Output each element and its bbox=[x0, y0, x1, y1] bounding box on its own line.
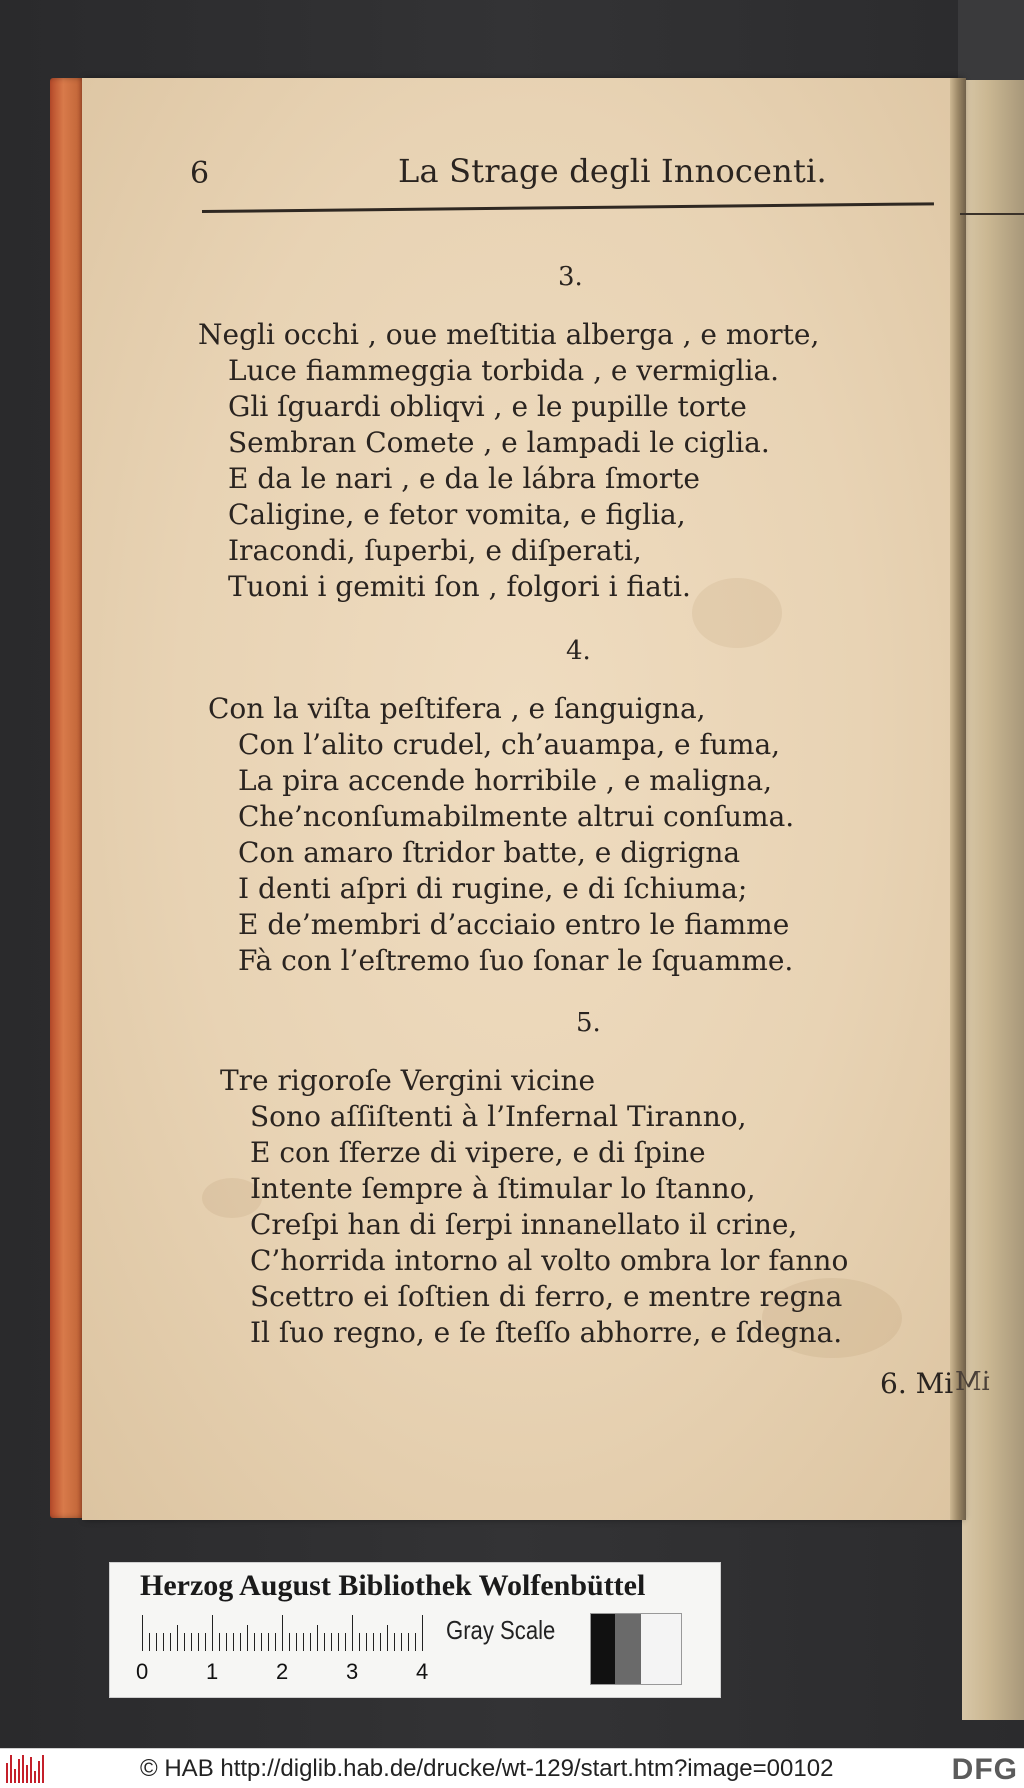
ruler-tick bbox=[191, 1633, 192, 1651]
ruler-tick bbox=[408, 1633, 409, 1651]
verse-line: E da le nari , e da le lábra ſmorte bbox=[228, 462, 700, 495]
ruler-tick bbox=[331, 1633, 332, 1651]
ruler-tick bbox=[345, 1633, 346, 1651]
verse-line: Iracondi, ſuperbi, e diſperati, bbox=[228, 534, 642, 567]
ruler-tick bbox=[373, 1633, 374, 1651]
verse-line: Tuoni i gemiti ſon , folgori i fiati. bbox=[228, 570, 691, 603]
stanza bbox=[198, 318, 819, 606]
page-number: 6 bbox=[190, 156, 210, 191]
ruler-tick bbox=[366, 1633, 367, 1651]
ruler-tick bbox=[219, 1633, 220, 1651]
verse-line: Gli ſguardi obliqvi , e le pupille torte bbox=[228, 390, 747, 423]
verse-line: Intente ſempre à ſtimular lo ſtanno, bbox=[250, 1172, 756, 1205]
ruler-label: 0 bbox=[136, 1659, 149, 1684]
ruler-tick bbox=[184, 1633, 185, 1651]
stanza-number: 5. bbox=[576, 1008, 601, 1038]
ruler-tick bbox=[275, 1633, 276, 1651]
ruler-label: 2 bbox=[276, 1659, 289, 1684]
ruler-tick bbox=[205, 1633, 206, 1651]
color-calibration-strip bbox=[109, 1562, 721, 1698]
verse-line: Il ſuo regno, e ſe ſteſſo abhorre, e ſdegna. bbox=[250, 1316, 843, 1349]
footer-bar bbox=[0, 1748, 1024, 1788]
page-header bbox=[190, 150, 935, 230]
verse-line: Con amaro ſtridor batte, e digrigna bbox=[238, 836, 741, 869]
ruler-tick bbox=[296, 1633, 297, 1651]
swatch-gray bbox=[615, 1614, 641, 1684]
ruler-tick bbox=[212, 1615, 213, 1651]
swatch-black bbox=[591, 1614, 615, 1684]
ruler-tick bbox=[163, 1633, 164, 1651]
running-title: La Strage degli Innocenti. bbox=[398, 152, 827, 190]
ruler-tick bbox=[170, 1633, 171, 1651]
ruler-tick bbox=[310, 1633, 311, 1651]
ruler-tick bbox=[380, 1633, 381, 1651]
verse-line: I denti aſpri di rugine, e di ſchiuma; bbox=[238, 872, 748, 905]
ruler-tick bbox=[324, 1633, 325, 1651]
verse-line: E con ſferze di vipere, e di ſpine bbox=[250, 1136, 706, 1169]
ruler-tick bbox=[247, 1625, 248, 1651]
gray-scale-swatch bbox=[590, 1613, 682, 1685]
verse-line: Luce fiammeggia torbida , e vermiglia. bbox=[228, 354, 780, 387]
facing-page bbox=[962, 0, 1024, 1720]
ruler-label: 1 bbox=[206, 1659, 219, 1684]
page-gutter bbox=[950, 78, 966, 1520]
ruler-tick bbox=[268, 1633, 269, 1651]
verse-line: Fà con l’eſtremo ſuo ſonar le ſquamme. bbox=[238, 944, 794, 977]
stanza-number: 4. bbox=[566, 636, 591, 666]
background-strip bbox=[958, 0, 1024, 80]
ruler-tick bbox=[240, 1633, 241, 1651]
barcode-icon bbox=[6, 1755, 46, 1783]
ruler-tick bbox=[387, 1625, 388, 1651]
ruler-tick bbox=[198, 1633, 199, 1651]
verse-line: E de’membri d’acciaio entro le fiamme bbox=[238, 908, 790, 941]
ruler-tick bbox=[156, 1633, 157, 1651]
ruler-tick bbox=[261, 1633, 262, 1651]
verse-line: La pira accende horribile , e maligna, bbox=[238, 764, 772, 797]
ruler-tick bbox=[177, 1625, 178, 1651]
show-through-text: iM bbox=[955, 1367, 990, 1397]
ruler-tick bbox=[254, 1633, 255, 1651]
verse-line: Caligine, e fetor vomita, e figlia, bbox=[228, 498, 686, 531]
ruler-tick bbox=[422, 1615, 423, 1651]
ruler-tick bbox=[359, 1633, 360, 1651]
facing-page-rule bbox=[960, 213, 1024, 215]
gray-scale-label: Gray Scale bbox=[446, 1615, 556, 1645]
verse-line: Sembran Comete , e lampadi le ciglia. bbox=[228, 426, 770, 459]
header-rule bbox=[202, 202, 934, 213]
ruler-tick bbox=[394, 1633, 395, 1651]
ruler-tick bbox=[401, 1633, 402, 1651]
library-name: Herzog August Bibliothek Wolfenbüttel bbox=[140, 1569, 646, 1602]
verse-line: Con la viſta peſtifera , e ſanguigna, bbox=[208, 692, 706, 725]
ruler-tick bbox=[149, 1633, 150, 1651]
verse-line: Sono aſſiſtenti à l’Infernal Tiranno, bbox=[250, 1100, 747, 1133]
ruler-tick bbox=[352, 1615, 353, 1651]
stanza bbox=[208, 692, 794, 980]
ruler-tick bbox=[233, 1633, 234, 1651]
ruler-tick bbox=[226, 1633, 227, 1651]
verse-line: Creſpi han di ſerpi innanellato il crine, bbox=[250, 1208, 798, 1241]
dfg-logo: DFG bbox=[951, 1753, 1018, 1786]
verse-line: Tre rigoroſe Vergini vicine bbox=[220, 1064, 596, 1097]
ruler-tick bbox=[317, 1625, 318, 1651]
ruler-tick bbox=[338, 1633, 339, 1651]
ruler-tick bbox=[415, 1633, 416, 1651]
catchword: 6. Mi bbox=[880, 1367, 954, 1400]
verse-line: Con l’alito crudel, ch’auampa, e fuma, bbox=[238, 728, 781, 761]
ruler-label: 3 bbox=[346, 1659, 359, 1684]
ruler bbox=[142, 1615, 442, 1651]
ruler-tick bbox=[142, 1615, 143, 1651]
swatch-white bbox=[641, 1614, 681, 1684]
ruler-tick bbox=[289, 1633, 290, 1651]
source-url[interactable]: © HAB http://diglib.hab.de/drucke/wt-129/start.htm?image=00102 bbox=[140, 1755, 834, 1782]
verse-line: Scettro ei ſoſtien di ferro, e mentre regna bbox=[250, 1280, 843, 1313]
ruler-tick bbox=[303, 1633, 304, 1651]
verse-line: Che’nconſumabilmente altrui conſuma. bbox=[238, 800, 795, 833]
ruler-label: 4 bbox=[416, 1659, 429, 1684]
ruler-tick bbox=[282, 1615, 283, 1651]
verse-line: C’horrida intorno al volto ombra lor fanno bbox=[250, 1244, 849, 1277]
stanza-number: 3. bbox=[558, 262, 583, 292]
stanza bbox=[220, 1064, 848, 1352]
verse-line: Negli occhi , oue meſtitia alberga , e morte, bbox=[198, 318, 820, 351]
